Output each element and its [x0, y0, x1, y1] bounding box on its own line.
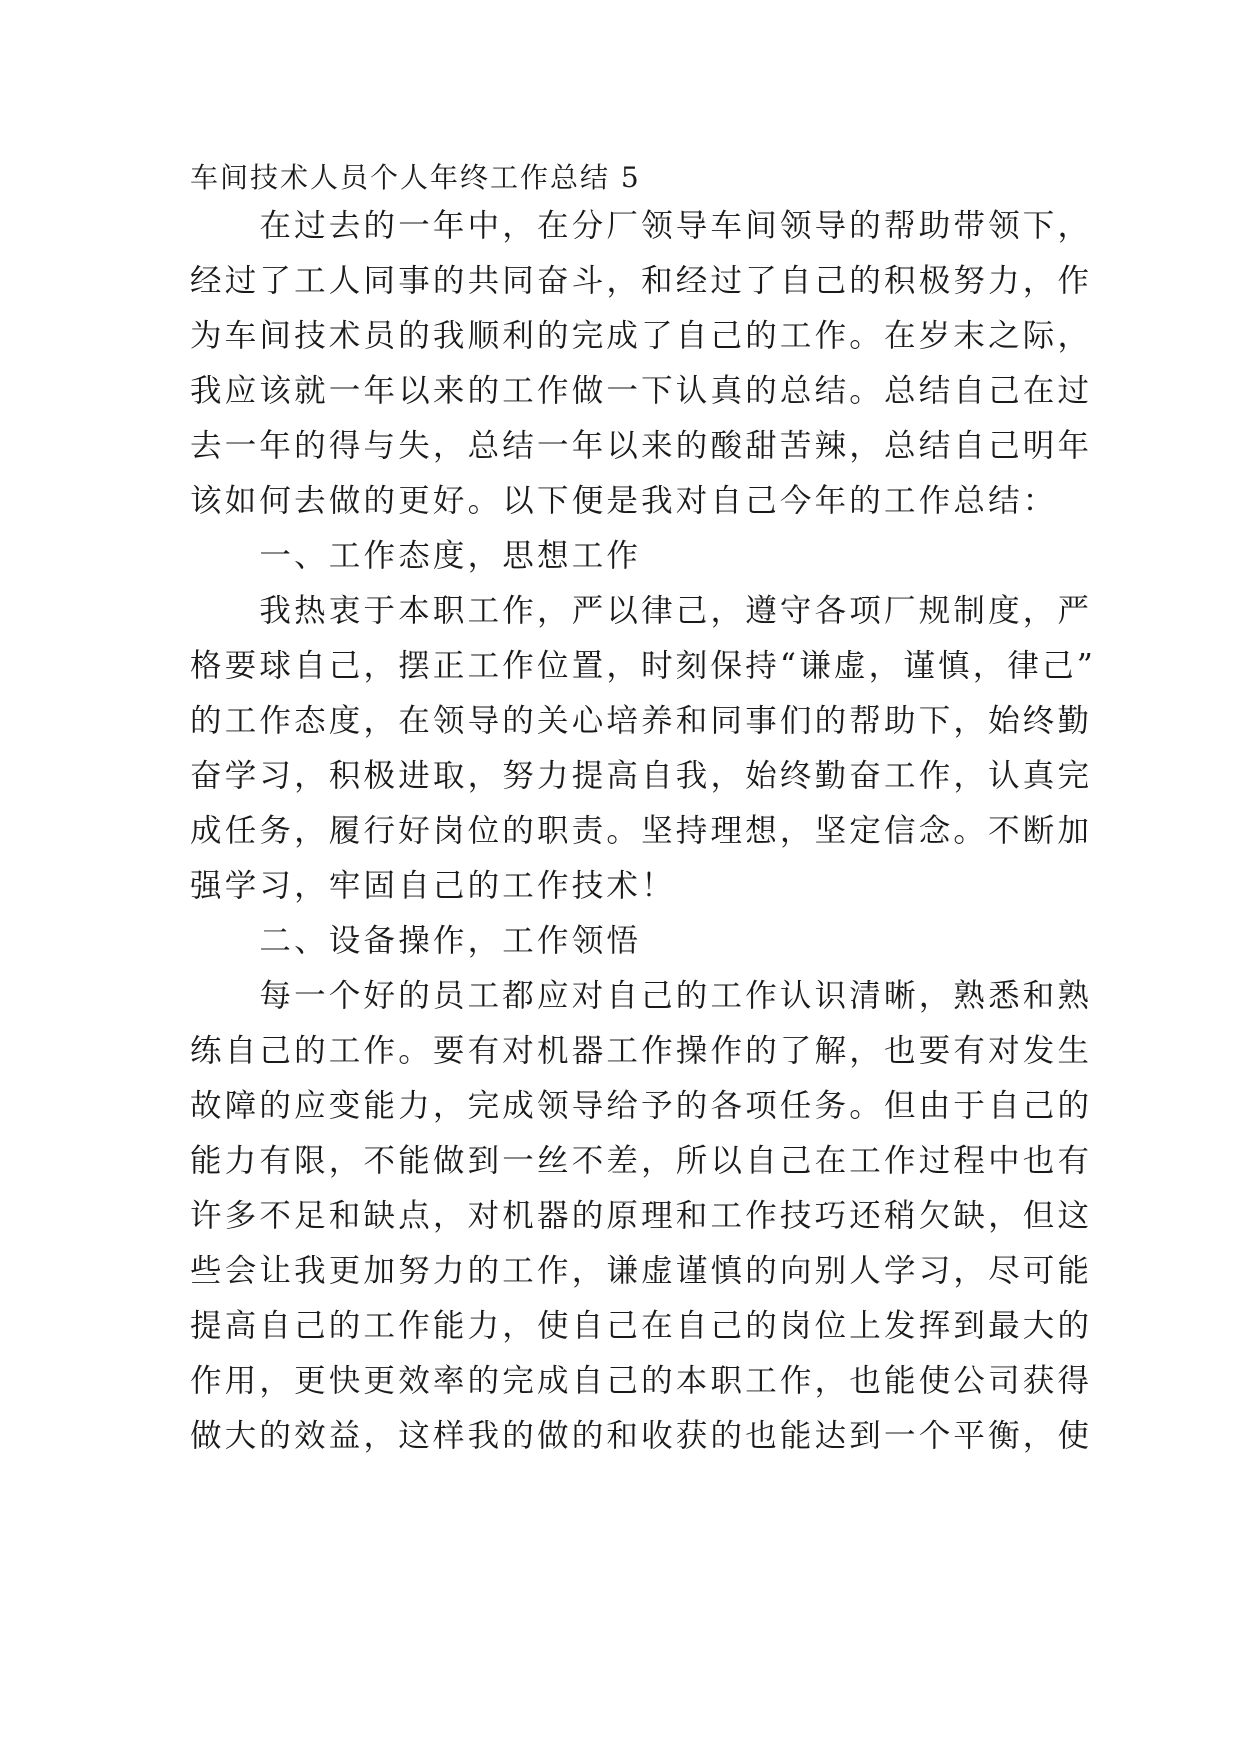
- section-heading: 二、设备操作，工作领悟: [190, 923, 642, 959]
- paragraph-line: 我应该就一年以来的工作做一下认真的总结。总结自己在过: [190, 373, 1093, 409]
- paragraph-line: 故障的应变能力，完成领导给予的各项任务。但由于自己的: [190, 1088, 1093, 1124]
- paragraph-line: 经过了工人同事的共同奋斗，和经过了自己的积极努力，作: [190, 263, 1093, 299]
- document-title: 车间技术人员个人年终工作总结 5: [190, 161, 641, 194]
- paragraph-line: 该如何去做的更好。以下便是我对自己今年的工作总结：: [190, 483, 1058, 519]
- section-heading: 一、工作态度，思想工作: [190, 538, 642, 574]
- paragraph-line: 成任务，履行好岗位的职责。坚持理想，坚定信念。不断加: [190, 813, 1093, 849]
- paragraph-line: 做大的效益，这样我的做的和收获的也能达到一个平衡，使: [190, 1418, 1093, 1454]
- paragraph-line: 格要球自己，摆正工作位置，时刻保持“谦虚，谨慎，律己”: [190, 648, 1097, 684]
- paragraph-line: 强学习，牢固自己的工作技术！: [190, 868, 676, 904]
- paragraph-line: 许多不足和缺点，对机器的原理和工作技巧还稍欠缺，但这: [190, 1198, 1093, 1234]
- paragraph-line: 在过去的一年中，在分厂领导车间领导的帮助带领下，: [190, 208, 1093, 244]
- paragraph-line: 每一个好的员工都应对自己的工作认识清晰，熟悉和熟: [190, 978, 1093, 1014]
- paragraph-line: 练自己的工作。要有对机器工作操作的了解，也要有对发生: [190, 1033, 1093, 1069]
- paragraph-line: 能力有限，不能做到一丝不差，所以自己在工作过程中也有: [190, 1143, 1093, 1179]
- paragraph-line: 去一年的得与失，总结一年以来的酸甜苦辣，总结自己明年: [190, 428, 1093, 464]
- paragraph-line: 奋学习，积极进取，努力提高自我，始终勤奋工作，认真完: [190, 758, 1093, 794]
- paragraph-line: 的工作态度，在领导的关心培养和同事们的帮助下，始终勤: [190, 703, 1093, 739]
- paragraph-line: 我热衷于本职工作，严以律己，遵守各项厂规制度，严: [190, 593, 1093, 629]
- paragraph-line: 提高自己的工作能力，使自己在自己的岗位上发挥到最大的: [190, 1308, 1093, 1344]
- paragraph-line: 些会让我更加努力的工作，谦虚谨慎的向别人学习，尽可能: [190, 1253, 1093, 1289]
- paragraph-line: 作用，更快更效率的完成自己的本职工作，也能使公司获得: [190, 1363, 1093, 1399]
- paragraph-line: 为车间技术员的我顺利的完成了自己的工作。在岁末之际，: [190, 318, 1093, 354]
